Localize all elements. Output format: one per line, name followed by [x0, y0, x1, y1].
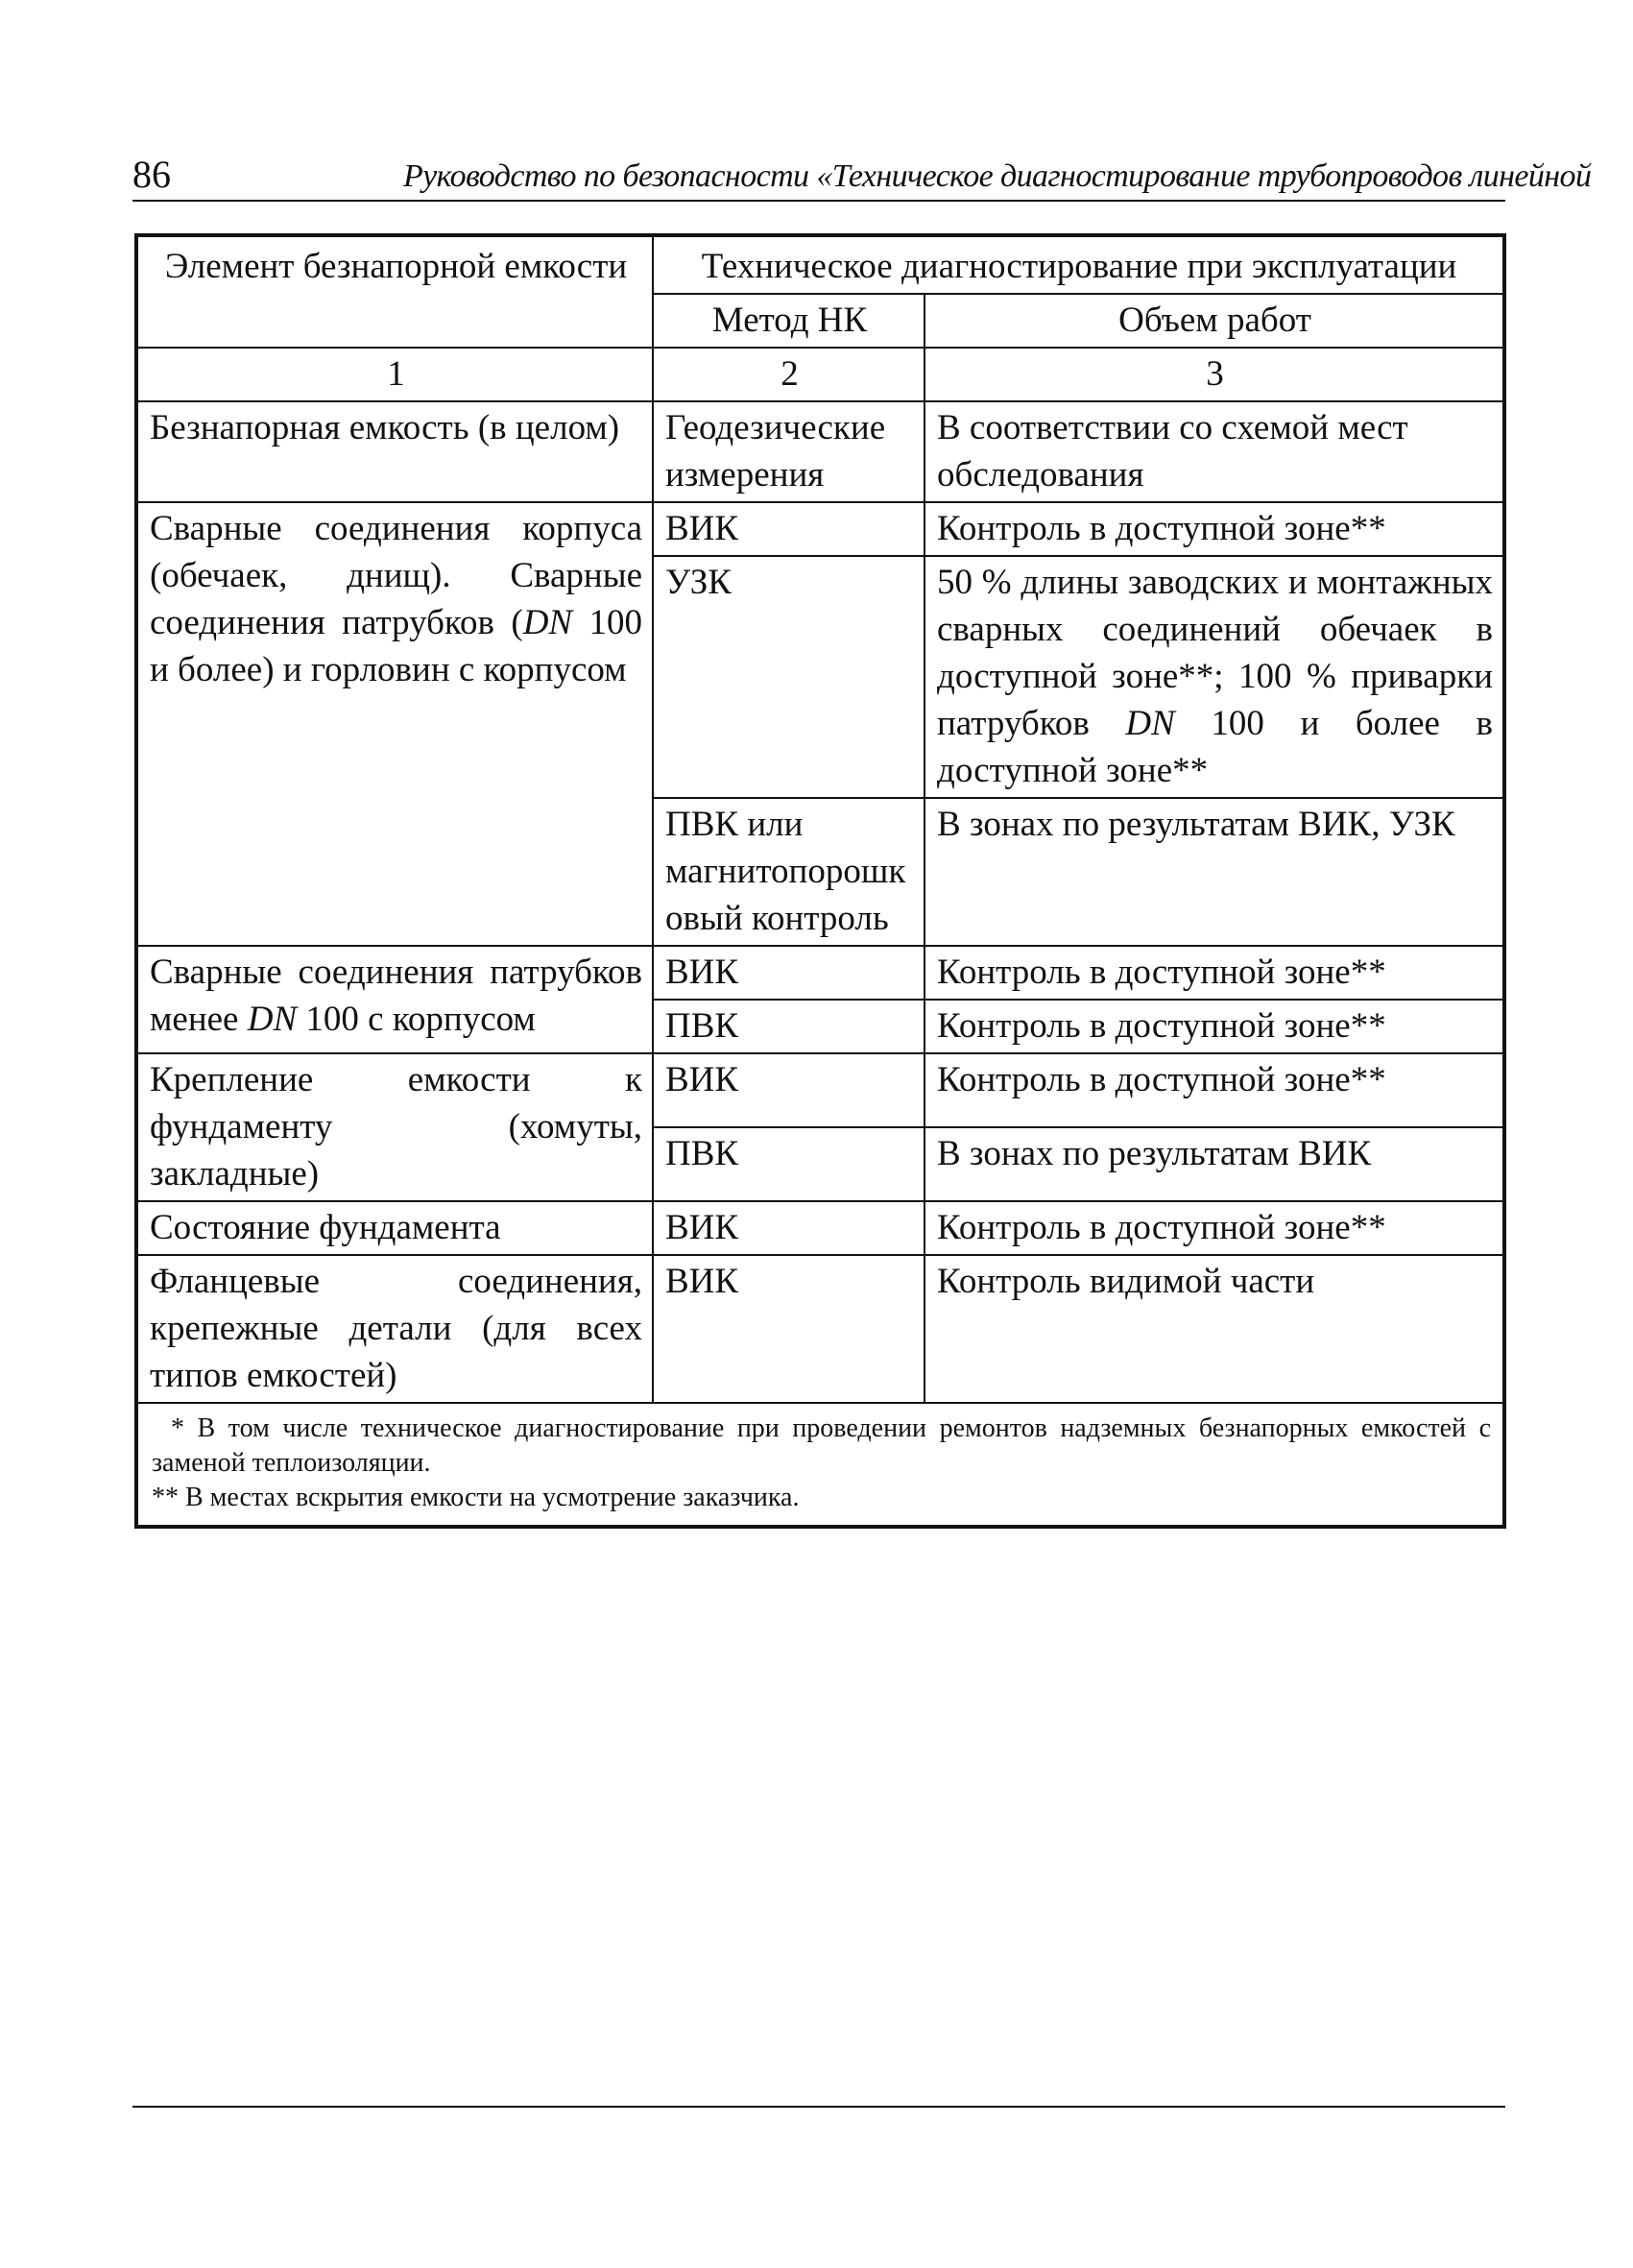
header-method: Метод НК: [653, 294, 925, 348]
method-cell: ВИК: [653, 502, 925, 556]
method-cell: ВИК: [653, 1201, 925, 1255]
table-row: [136, 1201, 1504, 1255]
element-cell: Фланцевые соединения, крепежные детали (для всех типов емкостей): [136, 1255, 653, 1403]
element-cell: Состояние фундамента: [136, 1201, 653, 1255]
header-element: Элемент безнапорной емкости: [136, 235, 653, 348]
element-text: 100 и более) и горловин с корпусом: [150, 603, 643, 689]
dn-label: DN: [247, 1000, 298, 1039]
scope-cell: Контроль в доступной зоне**: [925, 1053, 1504, 1127]
table-row: [136, 1053, 1504, 1127]
scope-cell: Контроль в доступной зоне**: [925, 946, 1504, 1000]
method-cell: ВИК: [653, 946, 925, 1000]
scope-text: 100 и более в доступной зоне**: [937, 704, 1494, 790]
scope-cell: Контроль в доступной зоне**: [925, 1000, 1504, 1053]
element-text: Сварные соединения корпуса (обечаек, днищ). Сварные соединения патрубков (: [150, 509, 642, 642]
header-rule: [132, 200, 1505, 202]
column-numbers-row: [136, 348, 1504, 401]
notes-cell: [136, 1403, 1504, 1527]
column-number: 2: [653, 348, 925, 401]
scope-cell: В соответствии со схемой мест обследования: [925, 401, 1504, 502]
element-cell: Крепление емкости к фундаменту (хомуты, закладные): [136, 1053, 653, 1201]
method-cell: Геодезические измерения: [653, 401, 925, 502]
element-cell: [136, 502, 653, 946]
method-cell: ВИК: [653, 1255, 925, 1403]
element-text: Сварные соединения патрубков менее: [150, 953, 642, 1039]
dn-label: DN: [1125, 704, 1175, 743]
table-row: [136, 946, 1504, 1000]
diagnostics-table: [134, 233, 1506, 1529]
header-scope: Объем работ: [925, 294, 1504, 348]
notes-row: [136, 1403, 1504, 1527]
method-cell: ПВК: [653, 1127, 925, 1201]
column-number: 3: [925, 348, 1504, 401]
footer-rule: [132, 2106, 1505, 2108]
dn-label: DN: [522, 603, 573, 642]
table-row: [136, 502, 1504, 556]
element-text: 100 с корпусом: [297, 1000, 536, 1039]
running-title: Руководство по безопасности «Техническое диагностирование трубопроводов линейной: [403, 158, 1592, 194]
element-cell: Безнапорная емкость (в целом): [136, 401, 653, 502]
scope-text: 50 % длины заводских и монтажных сварных соединений обечаек в доступной зоне**; 100 % приварки патрубков: [937, 563, 1493, 743]
scope-cell: В зонах по результатам ВИК, УЗК: [925, 798, 1504, 946]
column-number: 1: [136, 348, 653, 401]
method-cell: УЗК: [653, 556, 925, 798]
element-cell: [136, 946, 653, 1053]
footnote: ** В местах вскрытия емкости на усмотрение заказчика.: [152, 1483, 800, 1512]
scope-cell: Контроль в доступной зоне**: [925, 502, 1504, 556]
scope-cell: [925, 556, 1504, 798]
page-number: 86: [132, 153, 171, 196]
method-cell: ПВК или магнитопорошковый контроль: [653, 798, 925, 946]
footnote: * В том числе техническое диагностирование при проведении ремонтов надземных безнапорных емкостей с заменой теплоизоляции.: [152, 1413, 1491, 1478]
scope-cell: Контроль видимой части: [925, 1255, 1504, 1403]
scope-cell: В зонах по результатам ВИК: [925, 1127, 1504, 1201]
table-header-row: [136, 235, 1504, 294]
header-diagnostics: Техническое диагностирование при эксплуатации: [653, 235, 1504, 294]
method-cell: ВИК: [653, 1053, 925, 1127]
method-cell: ПВК: [653, 1000, 925, 1053]
scope-cell: Контроль в доступной зоне**: [925, 1201, 1504, 1255]
table-row: [136, 401, 1504, 502]
table-row: [136, 1255, 1504, 1403]
